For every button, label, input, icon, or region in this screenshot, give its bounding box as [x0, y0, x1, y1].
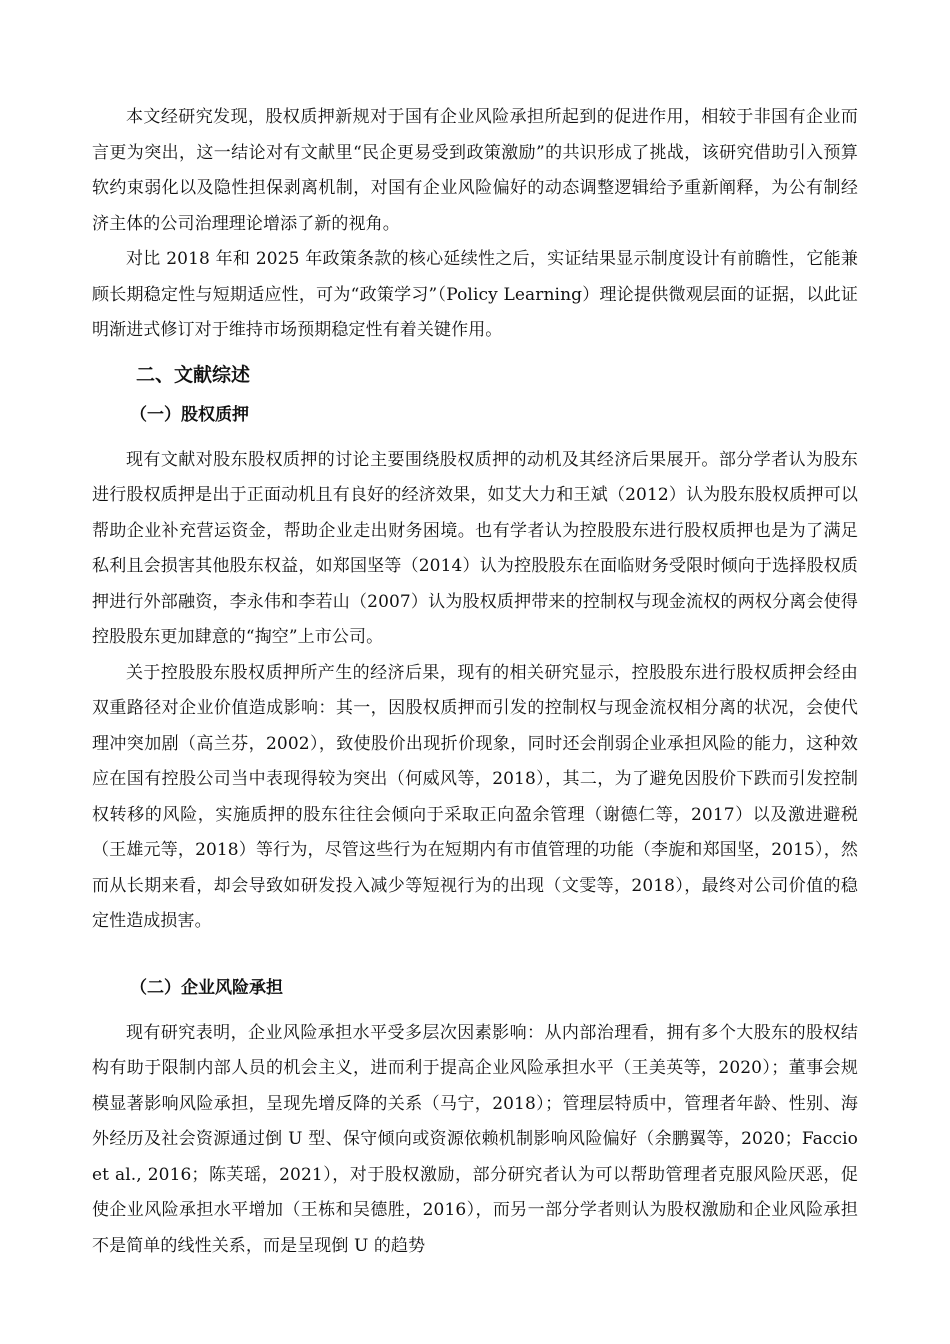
- equity-pledge-paragraph-1: 现有文献对股东股权质押的讨论主要围绕股权质押的动机及其经济后果展开。部分学者认为股东进行股权质押是出于正面动机且有良好的经济效果，如艾大力和王斌（2012）认为股东股权质押可以帮助企业补充营运资金，帮助企业走出财务困境。也有学者认为控股股东进行股权质押也是为了满足私利且会损害其他股东权益，如郑国坚等（2014）认为控股股东在面临财务受限时倾向于选择股权质押进行外部融资，李永伟和李若山（2007）认为股权质押带来的控制权与现金流权的两权分离会使得控股股东更加肆意的“掏空”上市公司。: [92, 449, 858, 647]
- risk-taking-paragraph-1: 现有研究表明，企业风险承担水平受多层次因素影响：从内部治理看，拥有多个大股东的股权结构有助于限制内部人员的机会主义，进而利于提高企业风险承担水平（王美英等，2020）；董事会规模显著影响风险承担，呈现先增反降的关系（马宁，2018）；管理层特质中，管理者年龄、性别、海外经历及社会资源通过倒 U 型、保守倾向或资源依赖机制影响风险偏好（余鹏翼等，2020；Faccio et al., 2016；陈芙瑶，2021），对于股权激励，部分研究者认为可以帮助管理者克服风险厌恶，促使企业风险承担水平增加（王栋和吴德胜，2016），而另一部分学者则认为股权激励和企业风险承担不是简单的线性关系，而是呈现倒 U 的趋势: [92, 1022, 858, 1256]
- document-page: [92, 100, 858, 1264]
- intro-paragraph-2: 对比 2018 年和 2025 年政策条款的核心延续性之后，实证结果显示制度设计有前瞻性，它能兼顾长期稳定性与短期适应性，可为“政策学习”（Policy Learning）理论提供微观层面的证据，以此证明渐进式修订对于维持市场预期稳定性有着关键作用。: [92, 249, 858, 340]
- section-heading-literature-review: 二、文献综述: [136, 363, 251, 386]
- intro-paragraph-1: 本文经研究发现，股权质押新规对于国有企业风险承担所起到的促进作用，相较于非国有企业而言更为突出，这一结论对有文献里“民企更易受到政策激励”的共识形成了挑战，该研究借助引入预算软约束弱化以及隐性担保剥离机制，对国有企业风险偏好的动态调整逻辑给予重新阐释，为公有制经济主体的公司治理理论增添了新的视角。: [92, 107, 858, 234]
- subsection-heading-risk-taking: （二）企业风险承担: [130, 977, 283, 998]
- equity-pledge-paragraph-2: 关于控股股东股权质押所产生的经济后果，现有的相关研究显示，控股股东进行股权质押会经由双重路径对企业价值造成影响：其一，因股权质押而引发的控制权与现金流权相分离的状况，会使代理冲突加剧（高兰芬，2002），致使股价出现折价现象，同时还会削弱企业承担风险的能力，这种效应在国有控股公司当中表现得较为突出（何威风等，2018），其二，为了避免因股价下跌而引发控制权转移的风险，实施质押的股东往往会倾向于采取正向盈余管理（谢德仁等，2017）以及激进避税（王雄元等，2018）等行为，尽管这些行为在短期内有市值管理的功能（李旎和郑国坚，2015），然而从长期来看，却会导致如研发投入减少等短视行为的出现（文雯等，2018），最终对公司价值的稳定性造成损害。: [92, 662, 858, 931]
- subsection-heading-equity-pledge: （一）股权质押: [130, 404, 249, 425]
